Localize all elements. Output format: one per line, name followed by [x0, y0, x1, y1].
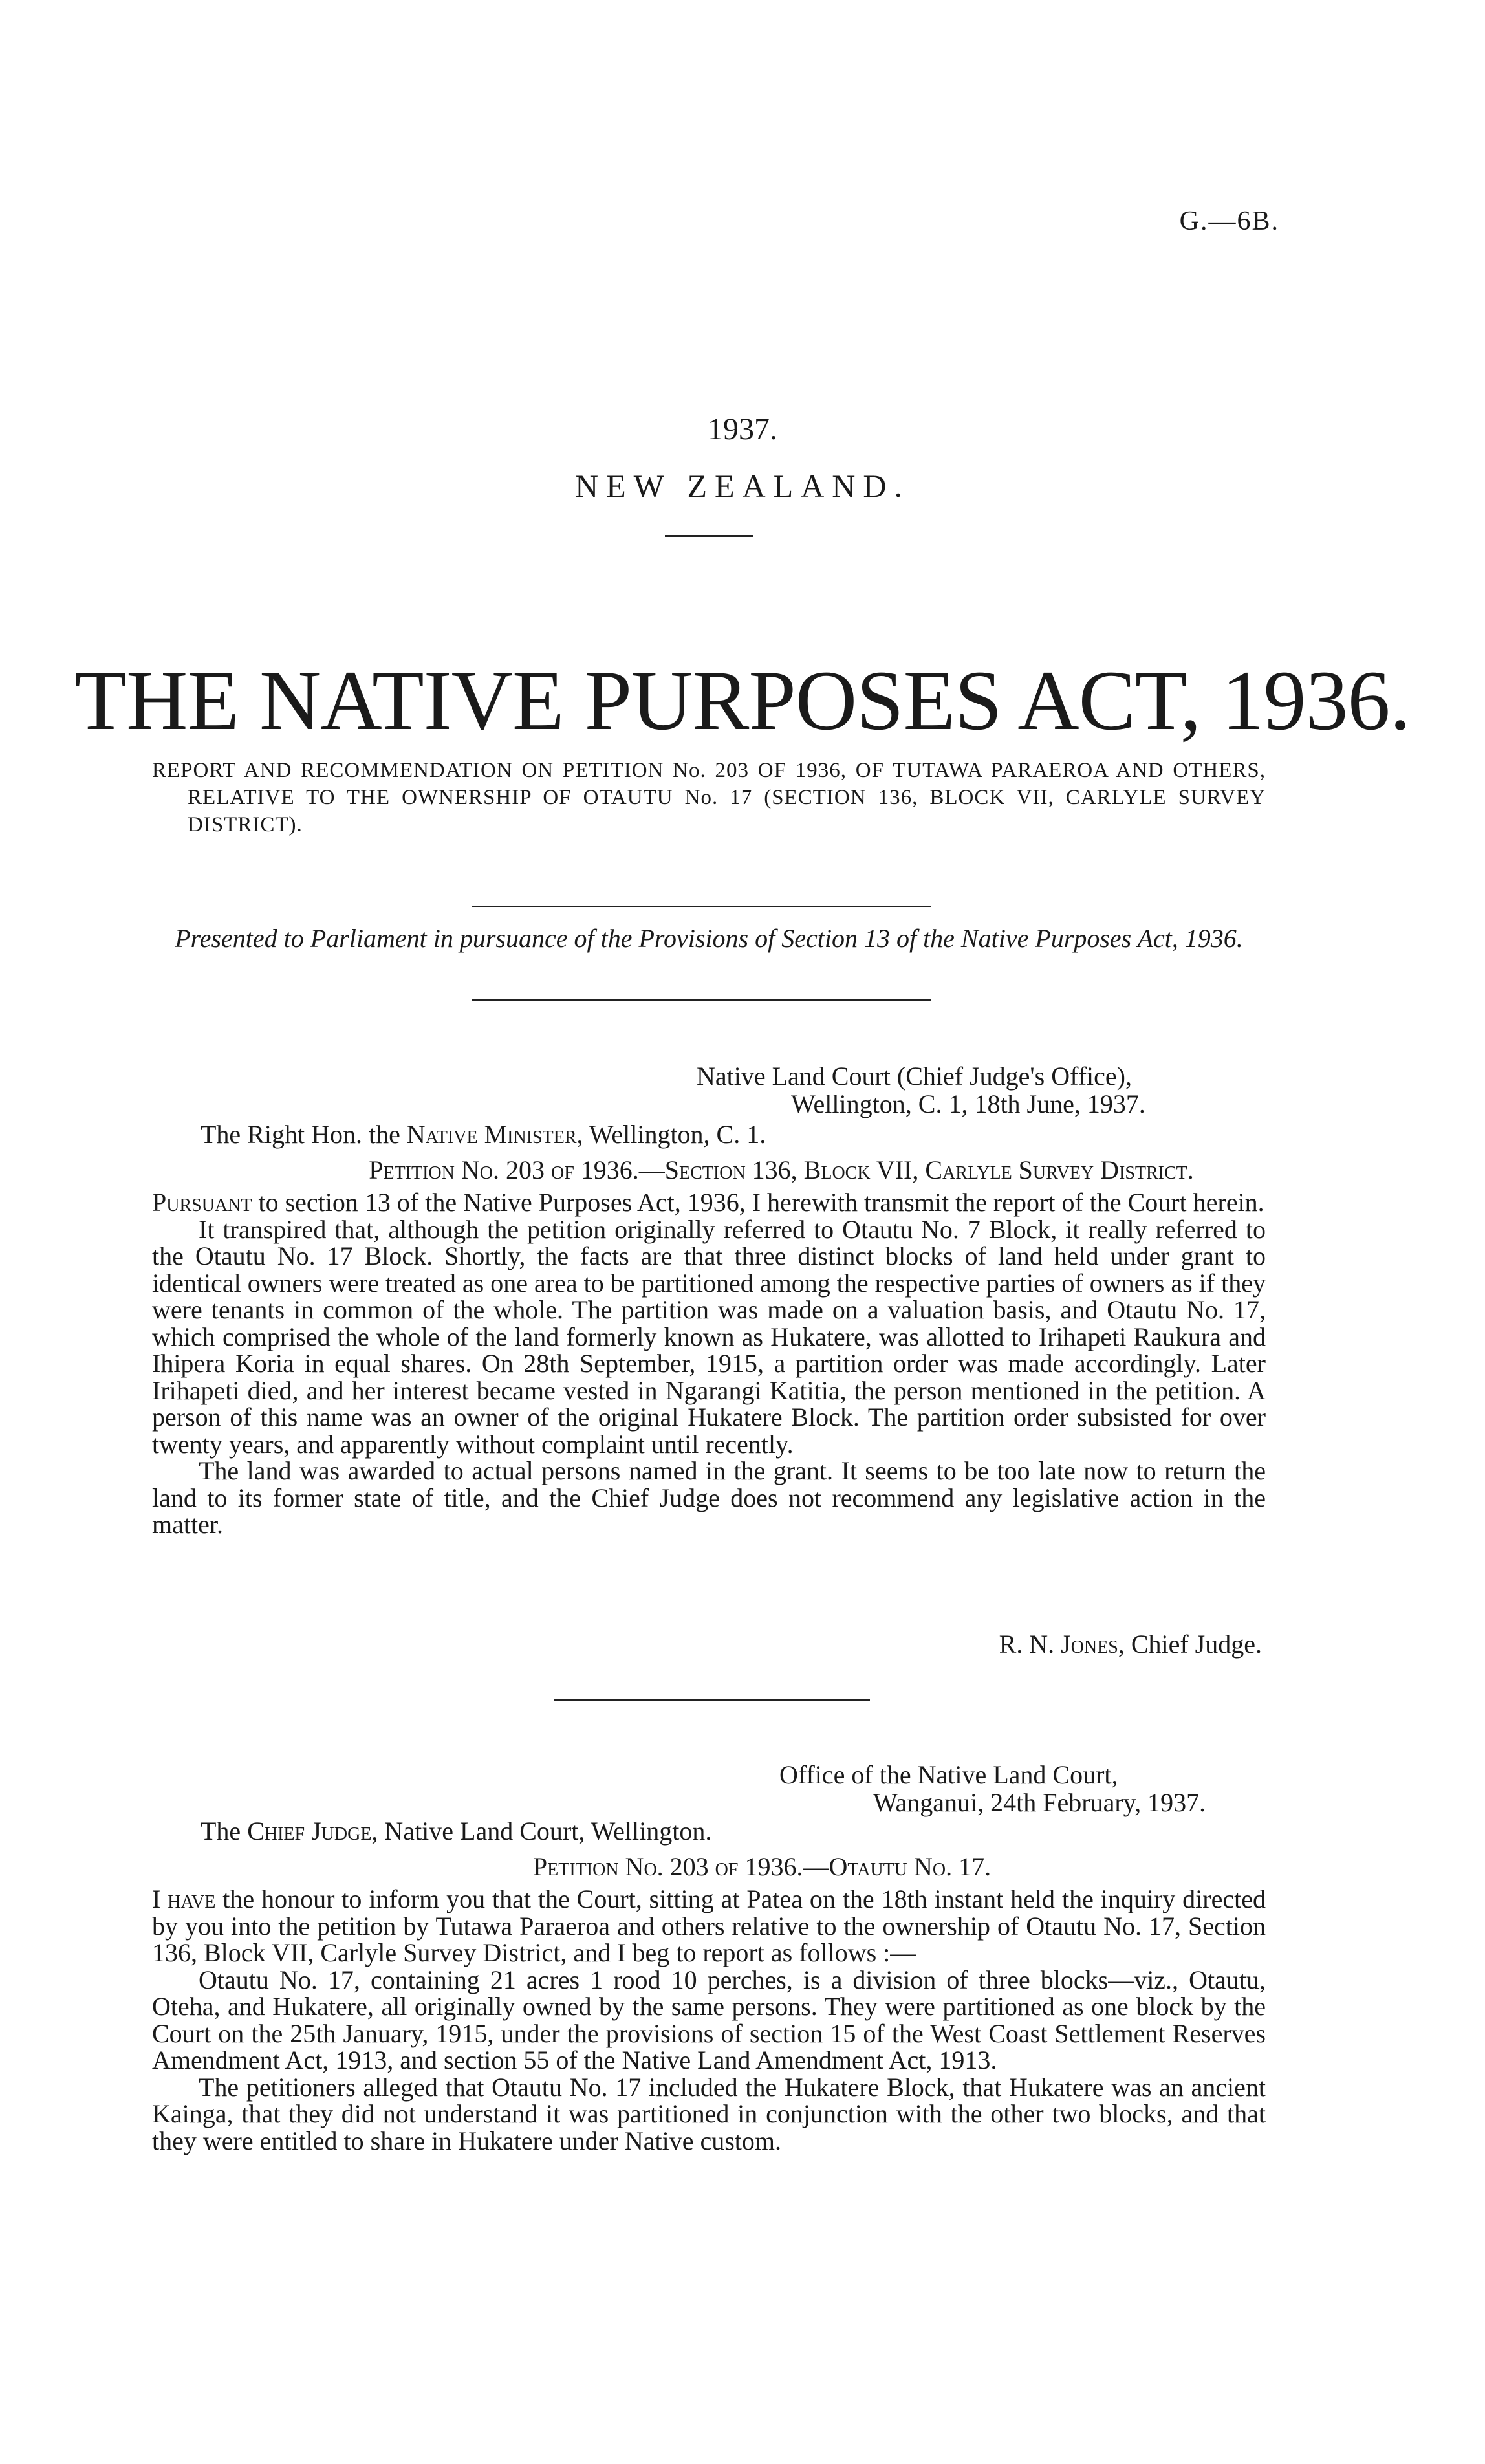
letter1-signature	[999, 1629, 1262, 1659]
country-heading: NEW ZEALAND.	[575, 468, 910, 504]
letter1-addressee-pre: The Right Hon. the	[201, 1120, 407, 1149]
letter1-paragraph-1	[152, 1189, 1266, 1216]
letter1-signer-name: R. N. Jones	[999, 1630, 1118, 1659]
letter2-from-line1: Office of the Native Land Court,	[779, 1760, 1118, 1789]
divider-thin-top	[472, 906, 931, 907]
letter2-from-line2: Wanganui, 24th February, 1937.	[873, 1788, 1206, 1817]
letter1-p1-lead: Pursuant	[152, 1188, 252, 1217]
act-title: THE NATIVE PURPOSES ACT, 1936.	[74, 653, 1411, 748]
year: 1937.	[708, 412, 777, 446]
presented-note: Presented to Parliament in pursuance of the Provisions of Section 13 of the Native Purposes Act, 1936.	[175, 924, 1243, 953]
letter2-paragraph-3: The petitioners alleged that Otautu No. 17 included the Hukatere Block, that Hukatere was an ancient Kainga, that they did not understand it was partitioned in conjunction with the other two blocks, and that they were entitled to share in Hukatere under Native custom.	[152, 2072, 1266, 2155]
letter1-p1-rest: to section 13 of the Native Purposes Act, 1936, I herewith transmit the report of the Court herein.	[252, 1188, 1264, 1217]
document-code: G.—6B.	[1179, 206, 1279, 236]
letter1-body	[152, 1189, 1266, 1538]
letter1-heading: Petition No. 203 of 1936.—Section 136, Block VII, Carlyle Survey District.	[369, 1155, 1194, 1184]
letter2-addressee-post: , Native Land Court, Wellington.	[371, 1816, 712, 1846]
divider-short	[665, 535, 753, 537]
letter2-p1-rest: the honour to inform you that the Court, sitting at Patea on the 18th instant held the inquiry directed by you into the petition by Tutawa Paraeroa and others relative to the ownership of Otautu No. 17, Section 136, Block VII, Carlyle Survey District, and I beg to report as follows :—	[152, 1884, 1266, 1967]
letter1-signer-title: , Chief Judge.	[1118, 1630, 1262, 1659]
report-subtitle: REPORT AND RECOMMENDATION ON PETITION No. 203 OF 1936, OF TUTAWA PARAEROA AND OTHERS, RELATIVE TO THE OWNERSHIP OF OTAUTU No. 17 (SECTION 136, BLOCK VII, CARLYLE SURVEY DISTRICT).	[152, 759, 1266, 836]
letter1-addressee-post: , Wellington, C. 1.	[576, 1120, 766, 1149]
letter1-addressee-sc: Native Minister	[406, 1120, 577, 1149]
letter2-body	[152, 1886, 1266, 2154]
letter2-heading: Petition No. 203 of 1936.—Otautu No. 17.	[532, 1852, 992, 1881]
letter2-paragraph-2: Otautu No. 17, containing 21 acres 1 rood 10 perches, is a division of three blocks—viz., Otautu, Oteha, and Hukatere, all originally owned by the same persons. They were partitioned as one block by the Court on the 25th January, 1915, under the provisions of section 15 of the West Coast Settlement Reserves Amendment Act, 1913, and section 55 of the Native Land Amendment Act, 1913.	[152, 1965, 1266, 2075]
letter1-from-line2: Wellington, C. 1, 18th June, 1937.	[791, 1089, 1145, 1118]
letter1-addressee	[201, 1119, 766, 1150]
letter1-from-line1: Native Land Court (Chief Judge's Office),	[697, 1062, 1132, 1091]
divider-thin-bottom	[472, 999, 931, 1001]
letter2-paragraph-1	[152, 1886, 1266, 1967]
divider-letters	[554, 1699, 870, 1701]
letter1-paragraph-3: The land was awarded to actual persons named in the grant. It seems to be too late now to return the land to its former state of title, and the Chief Judge does not recommend any legislative action in the matter.	[152, 1456, 1266, 1539]
letter2-addressee-sc: Chief Judge	[247, 1816, 372, 1846]
letter2-p1-lead: I have	[152, 1884, 216, 1913]
letter2-addressee	[201, 1816, 711, 1846]
letter2-addressee-pre: The	[201, 1816, 248, 1846]
letter1-paragraph-2: It transpired that, although the petition originally referred to Otautu No. 7 Block, it really referred to the Otautu No. 17 Block. Shortly, the facts are that three distinct blocks of land held under grant to identical owners were treated as one area to be partitioned among the respective parties of owners as if they were tenants in common of the whole. The partition was made on a valuation basis, and Otautu No. 17, which comprised the whole of the land formerly known as Hukatere, was allotted to Irihapeti Raukura and Ihipera Koria in equal shares. On 28th September, 1915, a partition order was made accordingly. Later Irihapeti died, and her interest became vested in Ngarangi Katitia, the person mentioned in the petition. A person of this name was an owner of the original Hukatere Block. The partition order subsisted for over twenty years, and apparently without complaint until recently.	[152, 1214, 1266, 1459]
